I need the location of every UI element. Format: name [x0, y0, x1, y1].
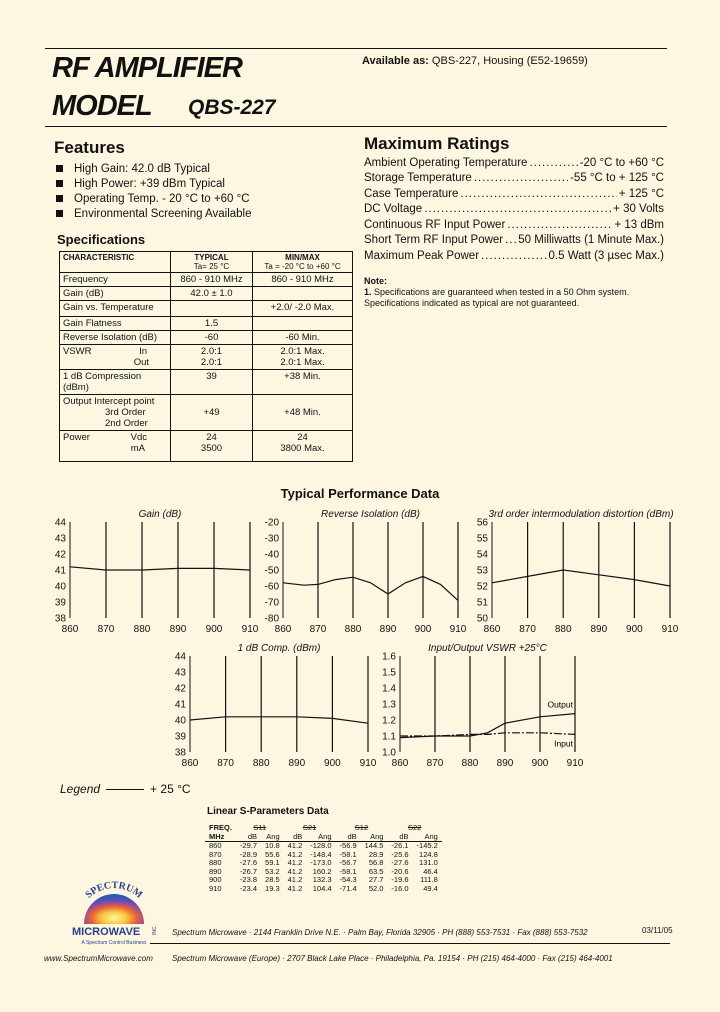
legend-line: [106, 789, 144, 790]
sparams-row: [205, 885, 442, 894]
chart-title: Reverse Isolation (dB): [321, 509, 420, 520]
y-tick-label: 42: [54, 549, 66, 561]
sparams-cell: 19.3: [265, 883, 280, 893]
series-line: [492, 570, 670, 586]
feature-item: High Power: +39 dBm Typical: [54, 177, 252, 192]
sparams-cell: -26.7: [239, 866, 258, 876]
sparams-table: [205, 824, 442, 893]
y-tick-label: -30: [264, 533, 279, 545]
x-tick-label: 860: [483, 624, 501, 635]
sparams-cell: 49.4: [423, 883, 438, 893]
sparams-cell: 124.8: [419, 849, 438, 859]
col-characteristic: CHARACTERISTIC: [60, 252, 171, 273]
sparams-cell: 28.9: [368, 849, 384, 859]
x-tick-label: 860: [391, 758, 409, 769]
col-minmax: MIN/MAX Ta = -20 °C to +60 °C: [253, 252, 353, 273]
footer-line2: Spectrum Microwave (Europe) · 2707 Black Lake Place · Philadelphia, Pa. 19154 · PH (215) 464-4000 · Fax (215) 464-4001: [172, 954, 613, 963]
x-tick-label: 890: [496, 758, 514, 769]
y-tick-label: 1.1: [382, 731, 396, 743]
sparams-cell: 56.8: [368, 858, 384, 867]
sparams-cell: 46.4: [423, 866, 438, 876]
note-number: 1.: [364, 287, 372, 297]
sparams-cell: 132.3: [312, 875, 332, 884]
sparams-heading: Linear S-Parameters Data: [207, 806, 329, 817]
sparams-cell: -27.6: [239, 858, 258, 867]
sparams-cell: 41.2: [287, 858, 303, 867]
feature-item: High Gain: 42.0 dB Typical: [54, 162, 252, 177]
table-row-power: Power Vdc mA 24 3500 24 3800 Max.: [60, 431, 353, 462]
table-row: Gain Flatness 1.5: [60, 317, 353, 331]
y-tick-label: 44: [54, 517, 66, 529]
y-tick-label: -40: [264, 549, 279, 561]
sparams-cell: -128.0: [310, 841, 332, 850]
x-tick-label: 890: [288, 758, 306, 769]
sparams-cell: -16.0: [391, 883, 409, 893]
x-tick-label: 870: [519, 624, 536, 635]
footer-web[interactable]: www.SpectrumMicrowave.com: [44, 954, 153, 963]
sparams-freq: 860: [209, 841, 222, 850]
y-tick-label: -80: [264, 613, 279, 625]
sparams-cell: 53.2: [265, 866, 280, 876]
sparams-cell: -25.6: [391, 849, 409, 859]
rating-row: Ambient Operating Temperature ..... -20 °C to +60 °C: [364, 155, 664, 171]
sparams-cell: 131.0: [419, 858, 438, 867]
logo-sub: MICROWAVE: [72, 926, 141, 938]
y-tick-label: 52: [476, 581, 488, 593]
sparams-freq: 870: [209, 849, 222, 859]
y-tick-label: 40: [174, 715, 186, 727]
sparams-group-row: FREQ. S11 S21 S12 S22: [209, 823, 422, 832]
rating-row: DC Voltage ..... + 30 Volts: [364, 202, 664, 218]
available-label: Available as:: [362, 55, 429, 67]
footer-date: 03/11/05: [642, 926, 673, 935]
x-tick-label: 900: [324, 758, 341, 769]
x-tick-label: 870: [217, 758, 234, 769]
sparams-cell: 41.2: [287, 883, 303, 893]
x-tick-label: 900: [414, 624, 432, 635]
y-tick-label: 1.5: [382, 667, 396, 679]
x-tick-label: 910: [661, 624, 679, 635]
y-tick-label: 43: [174, 667, 186, 679]
sparams-cell: -26.1: [391, 841, 409, 850]
y-tick-label: 55: [476, 533, 488, 545]
y-tick-label: 53: [476, 565, 488, 577]
sparams-cell: 55.6: [265, 849, 280, 859]
sparams-cell: -56.7: [339, 858, 357, 867]
table-row-intercept: Output Intercept point 3rd Order 2nd Order +49 +48 Min.: [60, 395, 353, 431]
table-row: Frequency 860 - 910 MHz 860 - 910 MHz: [60, 273, 353, 287]
x-tick-label: 870: [97, 624, 115, 635]
y-tick-label: 40: [54, 581, 66, 593]
chart-title: Input/Output VSWR +25°C: [428, 643, 547, 654]
sparams-cell: -56.9: [339, 841, 357, 850]
y-tick-label: -50: [264, 565, 279, 577]
sparams-cell: -23.4: [239, 883, 258, 893]
note-text: Specifications are guaranteed when tested in a 50 Ohm system. Specifications indicated as typical are not guaranteed.: [364, 287, 630, 308]
y-tick-label: 1.4: [382, 683, 396, 695]
sparams-cell: -23.8: [239, 875, 258, 884]
y-tick-label: -60: [264, 581, 279, 593]
sparams-cell: -27.6: [391, 858, 409, 867]
x-tick-label: 900: [626, 624, 643, 635]
sparams-cell: 41.2: [287, 849, 303, 859]
logo-arc-text: SPECTRUM: [83, 880, 145, 901]
x-tick-label: 890: [590, 624, 608, 635]
rating-row: Maximum Peak Power ..... 0.5 Watt (3 µsec Max.): [364, 248, 664, 264]
sparams-freq: 910: [209, 883, 222, 893]
table-row: Gain vs. Temperature +2.0/ -2.0 Max.: [60, 301, 353, 317]
x-tick-label: 860: [274, 624, 292, 635]
series-line: [283, 576, 458, 600]
charts-heading: Typical Performance Data: [280, 486, 440, 501]
sparams-cell: -29.7: [239, 841, 258, 850]
sparams-cell: 59.1: [265, 858, 280, 867]
legend: [60, 782, 191, 796]
rating-row: Short Term RF Input Power ..... 50 Milliwatts (1 Minute Max.): [364, 233, 664, 249]
y-tick-label: 42: [174, 683, 186, 695]
sparams-cell: 10.8: [265, 841, 280, 850]
sparams-cell: 63.5: [368, 866, 384, 876]
title-line1: RF AMPLIFIER: [52, 52, 242, 84]
y-tick-label: 1.6: [382, 651, 396, 663]
series-line: [190, 717, 368, 723]
sparams-cell: -19.6: [391, 875, 409, 884]
available-value: QBS-227, Housing (E52-19659): [431, 55, 588, 67]
sparams-freq: 880: [209, 858, 222, 867]
y-tick-label: 50: [476, 613, 488, 625]
table-row: Gain (dB) 42.0 ± 1.0: [60, 287, 353, 301]
y-tick-label: 56: [476, 517, 488, 529]
rating-row: Storage Temperature ..... -55 °C to + 125 °C: [364, 171, 664, 187]
note-label: Note:: [364, 276, 387, 286]
sparams-cell: 41.2: [287, 866, 303, 876]
x-tick-label: 900: [531, 758, 549, 769]
model-number: QBS-227: [188, 96, 276, 119]
rating-row: Continuous RF Input Power ..... + 13 dBm: [364, 217, 664, 233]
x-tick-label: 880: [133, 624, 151, 635]
x-tick-label: 880: [344, 624, 362, 635]
title-line2: MODEL: [52, 90, 152, 122]
rating-row: Case Temperature ..... + 125 °C: [364, 186, 664, 202]
footer-line1: Spectrum Microwave · 2144 Franklin Drive N.E. · Palm Bay, Florida 32905 · PH (888) 553-7531 · Fax (888) 553-7532: [172, 928, 588, 937]
x-tick-label: 880: [461, 758, 479, 769]
y-tick-label: -20: [264, 517, 279, 529]
series-label: Output: [547, 699, 573, 710]
sparams-cell: -173.0: [310, 858, 332, 867]
col-typical: TYPICAL Ta= 25 °C: [171, 252, 253, 273]
sparams-freq: 900: [209, 875, 222, 884]
x-tick-label: 910: [241, 624, 259, 635]
sparams-cell: -145.2: [416, 841, 438, 850]
y-tick-label: 39: [174, 731, 186, 743]
sparams-cell: -58.1: [339, 866, 357, 876]
sparams-cell: 52.0: [368, 883, 384, 893]
y-tick-label: 41: [54, 565, 66, 577]
features-heading: Features: [54, 138, 125, 157]
chart-title: 1 dB Comp. (dBm): [237, 643, 321, 654]
legend-label: Legend: [60, 782, 101, 796]
x-tick-label: 910: [359, 758, 377, 769]
sparams-cell: 104.4: [312, 883, 332, 893]
x-tick-label: 910: [566, 758, 584, 769]
y-tick-label: 1.3: [382, 699, 396, 711]
sparams-cell: 41.2: [287, 841, 303, 850]
sparams-unit-row: MHz dB Ang dB Ang dB Ang dB Ang: [205, 833, 442, 842]
x-tick-label: 860: [61, 624, 79, 635]
sparams-cell: 160.2: [312, 866, 332, 876]
series-label: Input: [554, 738, 573, 749]
sparams-cell: -58.1: [339, 849, 357, 859]
y-tick-label: 39: [54, 597, 66, 609]
sparams-cell: -148.4: [310, 849, 332, 859]
sparams-cell: 41.2: [287, 875, 303, 884]
feature-item: Environmental Screening Available: [54, 207, 252, 222]
sparams-cell: 27.7: [368, 875, 384, 884]
y-tick-label: 43: [54, 533, 66, 545]
legend-entry: + 25 °C: [150, 782, 191, 796]
sparams-cell: -20.6: [391, 866, 409, 876]
logo-tag: A Spectrum Control Business: [81, 940, 147, 946]
sparams-cell: -54.3: [339, 875, 357, 884]
sparams-freq: 890: [209, 866, 222, 876]
x-tick-label: 900: [205, 624, 223, 635]
x-tick-label: 880: [554, 624, 572, 635]
table-row: Reverse Isolation (dB) -60 -60 Min.: [60, 331, 353, 345]
x-tick-label: 870: [309, 624, 327, 635]
sparams-cell: 111.8: [420, 875, 438, 884]
max-ratings-heading: Maximum Ratings: [364, 134, 510, 153]
x-tick-label: 890: [379, 624, 397, 635]
sparams-cell: -71.4: [339, 883, 357, 893]
y-tick-label: 54: [476, 549, 488, 561]
y-tick-label: 44: [174, 651, 186, 663]
chart-title: Gain (dB): [138, 509, 182, 520]
logo-inc: INC.: [152, 925, 158, 935]
sparams-cell: -28.9: [239, 849, 258, 859]
x-tick-label: 860: [181, 758, 199, 769]
sparams-cell: 28.5: [265, 875, 280, 884]
y-tick-label: 1.2: [382, 715, 396, 727]
x-tick-label: 890: [169, 624, 187, 635]
y-tick-label: 1.0: [382, 747, 396, 759]
feature-item: Operating Temp. - 20 °C to +60 °C: [54, 192, 252, 207]
y-tick-label: 41: [174, 699, 186, 711]
y-tick-label: -70: [264, 597, 279, 609]
x-tick-label: 870: [426, 758, 444, 769]
sparams-cell: 144.5: [364, 841, 384, 850]
table-row-compression: 1 dB Compression (dBm) 39 +38 Min.: [60, 370, 353, 395]
footer-rule: [150, 943, 670, 944]
x-tick-label: 910: [449, 624, 467, 635]
series-line: [70, 567, 250, 570]
table-row-vswr: VSWR In Out 2.0:1 2.0:1 2.0:1 Max. 2.0:1 Max.: [60, 345, 353, 370]
y-tick-label: 51: [476, 597, 488, 609]
specs-heading: Specifications: [57, 232, 146, 247]
y-tick-label: 38: [174, 747, 186, 759]
y-tick-label: 38: [54, 613, 66, 625]
x-tick-label: 880: [252, 758, 270, 769]
chart-title: 3rd order intermodulation distortion (dBm): [488, 509, 674, 520]
spectrum-logo: [66, 880, 162, 950]
